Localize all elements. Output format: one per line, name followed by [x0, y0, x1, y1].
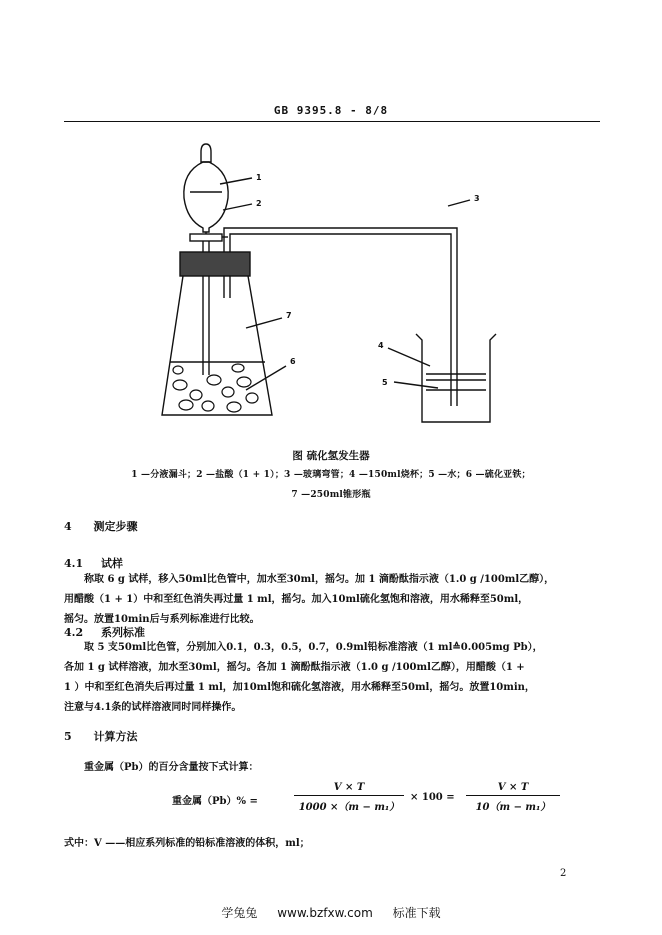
formula-lhs: 重金属（Pb）% = — [172, 796, 258, 807]
formula-fraction-2 — [466, 782, 560, 813]
section-4-1-line-1: 称取 6 g 试样，移入50ml比色管中，加水至30ml，摇匀。加 1 滴酚酞指示液（1.0 g /100ml乙醇）， — [84, 574, 555, 585]
section-4-1-line-3: 摇匀。放置10min后与系列标准进行比较。 — [64, 614, 260, 625]
figure-label-5: 5 — [382, 378, 388, 387]
footer-site-name: 学兔兔 — [221, 906, 258, 920]
calc-intro: 重金属（Pb）的百分含量按下式计算： — [84, 762, 259, 773]
fraction-1-numerator: V × T — [294, 782, 404, 796]
header-rule — [64, 121, 600, 122]
figure-legend-line-1: 1 —分液漏斗；2 —盐酸（1 + 1）；3 —玻璃弯管；4 —150ml烧杯；5 —水；6 —硫化亚铁； — [131, 470, 531, 480]
figure-label-4: 4 — [378, 341, 384, 350]
figure-legend-line-2: 7 —250ml锥形瓶 — [291, 490, 371, 500]
section-4-2-number: 4.2 — [64, 626, 84, 639]
figure-label-1: 1 — [256, 173, 262, 182]
footer-url[interactable]: www.bzfxw.com — [277, 906, 373, 920]
page-number: 2 — [560, 868, 567, 879]
standard-code-header: GB 9395.8 - 8/8 — [273, 104, 389, 117]
figure-label-2: 2 — [256, 199, 262, 208]
section-4-heading — [64, 518, 138, 534]
section-4-2-line-4: 注意与4.1条的试样溶液同时同样操作。 — [64, 702, 242, 713]
section-4-1-line-2: 用醋酸（1 + 1）中和至红色消失再过量 1 ml，摇匀。加入10ml硫化氢饱和溶液，用水稀释至50ml， — [64, 594, 529, 605]
figure-label-7: 7 — [286, 311, 292, 320]
funnel-stopper — [201, 144, 211, 162]
section-4-1-number: 4.1 — [64, 557, 84, 570]
figure-label-6: 6 — [290, 357, 296, 366]
section-4-title: 测定步骤 — [93, 520, 138, 533]
section-4-2-line-1: 取 5 支50ml比色管，分别加入0.1，0.3，0.5，0.7，0.9ml铅标准溶液（1 ml≙0.005mg Pb）， — [84, 642, 543, 653]
rubber-stopper — [180, 252, 250, 276]
fraction-2-denominator: 10（m − m₁） — [475, 802, 551, 813]
beaker — [416, 334, 496, 422]
section-5-heading — [64, 728, 138, 744]
formula — [64, 780, 604, 820]
section-4-2-line-2: 各加 1 g 试样溶液，加水至30ml，摇匀。各加 1 滴酚酞指示液（1.0 g /100ml乙醇），用醋酸（1 + — [64, 662, 525, 673]
section-4-number: 4 — [64, 520, 72, 533]
funnel-stopcock — [190, 234, 222, 241]
section-4-1-heading — [64, 555, 123, 571]
section-4-2-title: 系列标准 — [100, 626, 145, 639]
figure-label-3: 3 — [474, 194, 480, 203]
section-4-2-line-3: 1 ）中和至红色消失后再过量 1 ml，加10ml饱和硫化氢溶液，用水稀释至50ml，摇匀。放置10min， — [64, 682, 535, 693]
fraction-1-denominator: 1000 ×（m − m₁） — [298, 802, 400, 813]
hydrogen-sulfide-generator-diagram — [150, 140, 520, 430]
section-5-title: 计算方法 — [93, 730, 138, 743]
section-4-2-paragraph — [64, 638, 604, 718]
formula-times-100: × 100 = — [410, 792, 455, 803]
footer-slogan: 标准下载 — [392, 906, 441, 920]
formula-fraction-1 — [294, 782, 404, 813]
separatory-funnel — [184, 162, 228, 232]
section-4-1-paragraph — [64, 570, 604, 630]
formula-where-clause: 式中：V ——相应系列标准的铅标准溶液的体积，ml； — [64, 838, 310, 849]
section-4-1-title: 试样 — [100, 557, 123, 570]
fraction-2-numerator: V × T — [466, 782, 560, 796]
footer-watermark — [0, 904, 662, 921]
figure-caption: 图 硫化氢发生器 — [292, 450, 370, 462]
section-5-number: 5 — [64, 730, 72, 743]
